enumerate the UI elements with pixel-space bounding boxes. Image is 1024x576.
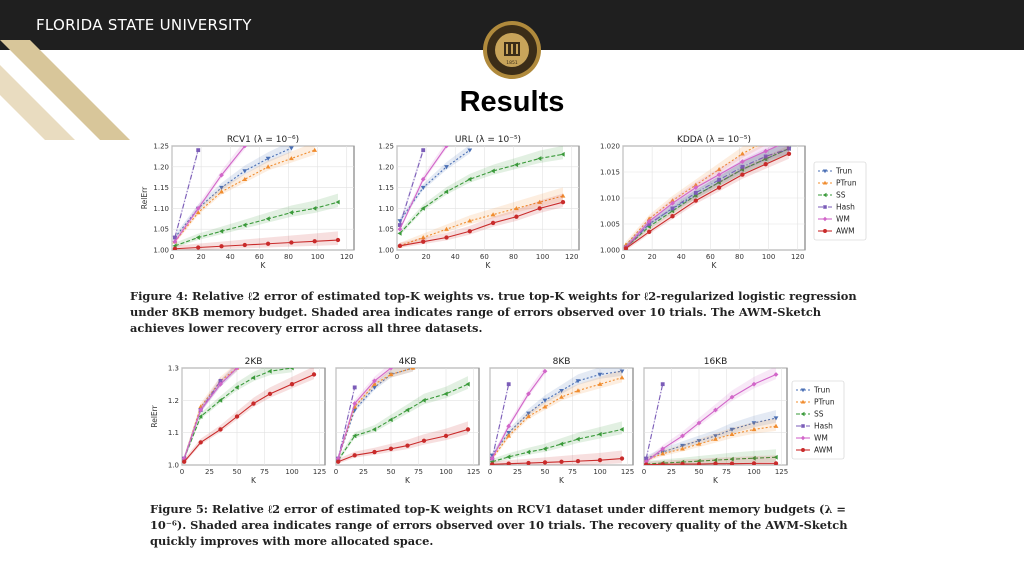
x-tick-label: 0 [394, 253, 400, 261]
data-point-awm [290, 382, 294, 386]
panel-title: URL (λ = 10⁻⁵) [454, 135, 522, 145]
y-tick-label: 1.2 [167, 396, 179, 405]
data-point-awm [444, 235, 448, 239]
x-tick-label: 125 [620, 468, 635, 476]
data-point-awm [644, 463, 648, 467]
x-tick-label: 80 [509, 253, 518, 261]
x-tick-label: 125 [312, 468, 327, 476]
x-tick-label: 75 [568, 468, 577, 476]
x-tick-label: 125 [774, 468, 789, 476]
x-tick-label: 100 [439, 468, 453, 476]
y-tick-label: 1.00 [153, 246, 169, 255]
data-point-awm [680, 462, 684, 466]
legend-label-trun: Trun [814, 385, 831, 395]
figure-5-caption [150, 501, 862, 549]
data-point-awm [774, 461, 778, 465]
data-point-hash [353, 385, 357, 389]
y-tick-label: 1.25 [153, 142, 169, 151]
x-tick-label: 60 [479, 253, 489, 261]
chart-panel-0 [140, 135, 354, 270]
x-tick-label: 50 [540, 468, 550, 476]
data-point-awm [670, 214, 674, 218]
x-tick-label: 40 [676, 253, 686, 261]
panel-title: 8KB [552, 357, 571, 367]
data-point-awm [398, 244, 402, 248]
legend-label-ptrun: PTrun [814, 397, 835, 407]
data-point-awm [490, 462, 494, 466]
x-tick-label: 0 [487, 468, 493, 476]
data-point-awm [336, 238, 340, 242]
x-tick-label: 40 [225, 253, 235, 261]
legend-label-hash: Hash [814, 421, 833, 431]
chart-panel-6 [642, 357, 844, 485]
panel-title: KDDA (λ = 10⁻⁵) [676, 135, 752, 145]
x-axis-label: K [251, 476, 256, 485]
x-tick-label: 60 [254, 253, 264, 261]
data-point-awm [647, 230, 651, 234]
x-axis-label: K [405, 476, 410, 485]
data-point-awm [740, 172, 744, 176]
data-point-awm [717, 185, 721, 189]
figure-4-caption-label: Figure 4: [130, 289, 189, 303]
data-point-awm [289, 240, 293, 244]
chart-panel-1 [378, 135, 579, 270]
x-tick-label: 100 [310, 253, 325, 261]
chart-panel-4 [334, 357, 480, 485]
data-point-awm [559, 460, 563, 464]
legend [814, 162, 866, 240]
legend-marker-awm [823, 229, 827, 233]
x-tick-label: 100 [747, 468, 761, 476]
legend-label-hash: Hash [836, 202, 855, 212]
data-point-awm [661, 462, 665, 466]
y-tick-label: 1.000 [599, 246, 620, 255]
x-tick-label: 20 [196, 253, 206, 261]
data-point-awm [468, 229, 472, 233]
y-tick-label: 1.05 [153, 225, 169, 234]
x-tick-label: 60 [705, 253, 715, 261]
x-axis-label: K [711, 261, 717, 270]
data-point-awm [372, 450, 376, 454]
x-tick-label: 50 [694, 468, 704, 476]
legend-marker-hash [801, 424, 805, 428]
data-point-awm [694, 198, 698, 202]
x-tick-label: 0 [179, 468, 185, 476]
data-point-awm [199, 440, 203, 444]
x-tick-label: 120 [791, 253, 805, 261]
x-tick-label: 80 [735, 253, 744, 261]
x-tick-label: 120 [340, 253, 354, 261]
x-tick-label: 75 [414, 468, 423, 476]
y-tick-label: 1.15 [378, 184, 394, 193]
x-tick-label: 25 [667, 468, 676, 476]
y-tick-label: 1.10 [153, 204, 169, 213]
data-point-awm [422, 439, 426, 443]
x-tick-label: 20 [421, 253, 431, 261]
data-point-awm [444, 434, 448, 438]
data-point-hash [507, 382, 511, 386]
x-tick-label: 25 [205, 468, 214, 476]
data-point-awm [268, 392, 272, 396]
y-tick-label: 1.1 [167, 429, 179, 438]
data-point-awm [466, 427, 470, 431]
data-point-awm [543, 460, 547, 464]
y-axis-label: RelErr [140, 186, 149, 210]
data-point-awm [313, 239, 317, 243]
x-axis-label: K [260, 261, 266, 270]
data-point-hash [421, 148, 425, 152]
data-point-awm [196, 245, 200, 249]
data-point-awm [218, 427, 222, 431]
data-point-awm [598, 458, 602, 462]
panel-title: 2KB [244, 357, 263, 367]
y-tick-label: 1.00 [378, 246, 394, 255]
figure-4-charts [130, 128, 870, 278]
data-point-awm [697, 462, 701, 466]
legend-label-wm: WM [836, 214, 850, 224]
data-point-awm [624, 246, 628, 250]
data-point-awm [421, 240, 425, 244]
x-axis-label: K [485, 261, 491, 270]
x-tick-label: 125 [466, 468, 481, 476]
x-tick-label: 50 [232, 468, 242, 476]
data-point-awm [405, 443, 409, 447]
x-tick-label: 40 [450, 253, 460, 261]
x-tick-label: 100 [761, 253, 776, 261]
data-point-ptrun [763, 138, 768, 142]
legend-marker-awm [801, 448, 805, 452]
legend-marker-hash [823, 205, 827, 209]
y-tick-label: 1.005 [599, 220, 620, 229]
data-point-awm [336, 460, 340, 464]
panel-title: 16KB [703, 357, 728, 367]
data-point-awm [353, 453, 357, 457]
data-point-hash [196, 148, 200, 152]
y-tick-label: 1.0 [167, 461, 179, 470]
y-tick-label: 1.25 [378, 142, 394, 151]
x-tick-label: 0 [641, 468, 647, 476]
data-point-awm [764, 162, 768, 166]
figure-5-caption-text: Relative ℓ2 error of estimated top-K weights on RCV1 dataset under different memory budgets (λ = 10⁻⁶). Shaded area indicates range of errors observed over 10 trials. The recovery quality of the AWM-Sketch quickly improves with more allocated space. [150, 502, 848, 548]
data-point-awm [514, 215, 518, 219]
y-tick-label: 1.020 [599, 142, 620, 151]
y-axis-label: RelErr [150, 405, 159, 428]
figure-4-caption [130, 288, 878, 336]
x-tick-label: 20 [647, 253, 657, 261]
data-point-awm [312, 372, 316, 376]
data-point-awm [620, 456, 624, 460]
data-point-awm [235, 414, 239, 418]
y-tick-label: 1.20 [378, 163, 394, 172]
data-point-awm [266, 242, 270, 246]
x-tick-label: 100 [285, 468, 299, 476]
x-tick-label: 120 [565, 253, 579, 261]
slide-title: Results [459, 86, 565, 118]
legend-label-trun: Trun [836, 166, 853, 176]
y-tick-label: 1.010 [599, 194, 620, 203]
data-point-awm [182, 460, 186, 464]
data-point-awm [526, 461, 530, 465]
panel-title: 4KB [398, 357, 417, 367]
data-point-awm [787, 152, 791, 156]
legend-label-ptrun: PTrun [836, 178, 857, 188]
x-axis-label: K [713, 476, 718, 485]
legend-label-awm: AWM [836, 226, 855, 236]
legend-label-awm: AWM [814, 445, 833, 455]
data-point-awm [538, 206, 542, 210]
data-point-awm [752, 461, 756, 465]
chart-panel-2 [600, 128, 866, 270]
x-tick-label: 0 [620, 253, 626, 261]
figure-4-caption-text: Relative ℓ2 error of estimated top-K weights vs. true top-K weights for ℓ2-regularized logistic regression under 8KB memory budget. Shaded area indicates range of errors observed over 10 trials. The AWM-Sketch achieves lower recovery error across all three datasets. [130, 289, 857, 335]
data-point-awm [219, 244, 223, 248]
x-axis-label: K [559, 476, 564, 485]
data-point-awm [576, 459, 580, 463]
data-point-awm [389, 447, 393, 451]
university-name: FLORIDA STATE UNIVERSITY [36, 16, 252, 34]
legend [792, 381, 844, 459]
chart-panel-3 [150, 357, 326, 485]
x-tick-label: 50 [386, 468, 396, 476]
x-tick-label: 0 [333, 468, 339, 476]
figure-5-caption-label: Figure 5: [150, 502, 209, 516]
y-tick-label: 1.10 [378, 204, 394, 213]
y-tick-label: 1.15 [153, 184, 169, 193]
x-tick-label: 75 [722, 468, 731, 476]
university-seal-icon [482, 20, 542, 80]
data-point-wm [787, 138, 792, 143]
data-point-ptrun [787, 128, 792, 129]
x-tick-label: 100 [593, 468, 607, 476]
data-point-awm [491, 221, 495, 225]
figure-5-charts [150, 350, 850, 495]
y-tick-label: 1.20 [153, 163, 169, 172]
x-tick-label: 100 [535, 253, 550, 261]
x-tick-label: 25 [513, 468, 522, 476]
y-tick-label: 1.015 [599, 168, 620, 177]
data-point-awm [243, 243, 247, 247]
legend-label-wm: WM [814, 433, 828, 443]
y-tick-label: 1.3 [167, 364, 179, 373]
data-point-awm [251, 401, 255, 405]
legend-label-ss: SS [836, 190, 846, 200]
data-point-awm [561, 200, 565, 204]
x-tick-label: 80 [284, 253, 293, 261]
x-tick-label: 25 [359, 468, 368, 476]
data-point-hash [661, 382, 665, 386]
x-tick-label: 0 [169, 253, 175, 261]
chart-panel-5 [488, 357, 634, 485]
x-tick-label: 75 [260, 468, 269, 476]
y-tick-label: 1.05 [378, 225, 394, 234]
panel-title: RCV1 (λ = 10⁻⁶) [226, 135, 300, 145]
seal-year: 1851 [506, 61, 518, 66]
legend-label-ss: SS [814, 409, 824, 419]
